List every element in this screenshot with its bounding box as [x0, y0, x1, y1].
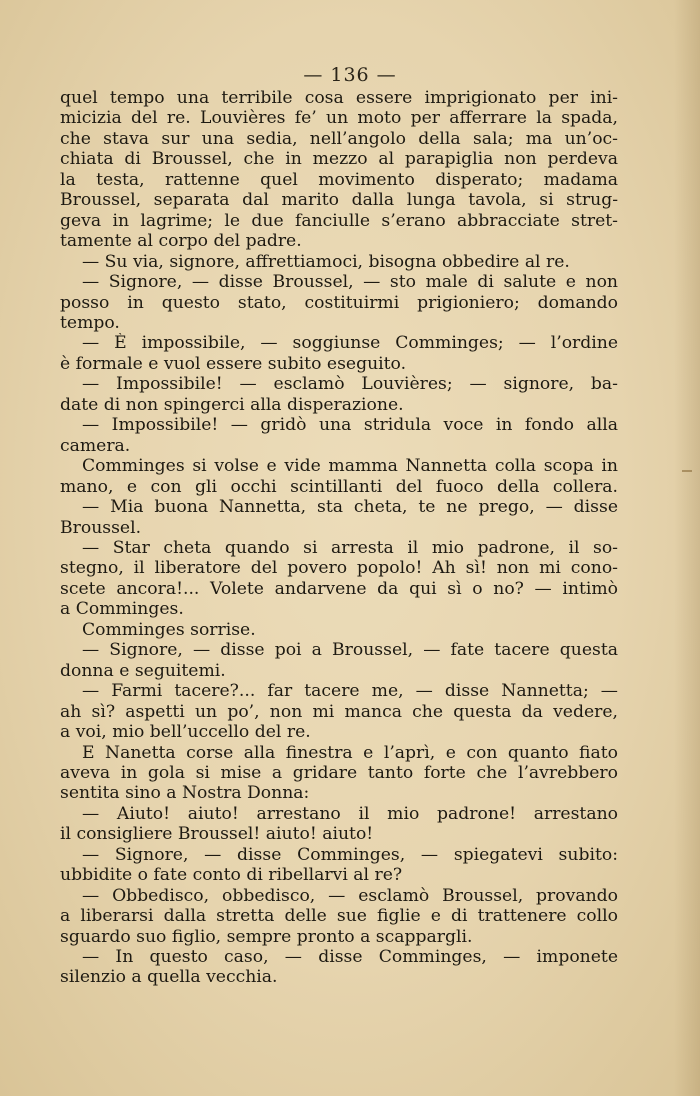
- text-line: ah sì? aspetti un po’, non mi manca che questa da vedere,: [60, 701, 618, 722]
- margin-mark: [682, 470, 692, 472]
- text-line: chiata di Broussel, che in mezzo al parapiglia non perdeva: [60, 149, 618, 170]
- text-line: stegno, il liberatore del povero popolo! Ah sì! non mi cono-: [60, 558, 618, 579]
- text-line: il consigliere Broussel! aiuto! aiuto!: [60, 824, 374, 845]
- text-line: — Impossibile! — gridò una stridula voce in fondo alla: [82, 415, 618, 436]
- text-line: ubbidite o fate conto di ribellarvi al re?: [60, 865, 403, 886]
- text-line: date di non spingerci alla disperazione.: [60, 394, 404, 415]
- page-edge-shadow: [674, 0, 700, 1096]
- text-line: silenzio a quella vecchia.: [60, 967, 278, 988]
- text-line: — Star cheta quando si arresta il mio padrone, il so-: [82, 537, 618, 558]
- text-line: Broussel, separata dal marito dalla lunga tavola, si strug-: [60, 190, 618, 211]
- text-line: — Mia buona Nannetta, sta cheta, te ne prego, — disse: [82, 497, 618, 518]
- text-line: è formale e vuol essere subito eseguito.: [60, 353, 407, 374]
- text-line: — Obbedisco, obbedisco, — esclamò Broussel, provando: [82, 885, 618, 906]
- text-line: tempo.: [60, 312, 120, 333]
- text-line: a liberarsi dalla stretta delle sue figlie e di trattenere collo: [60, 906, 618, 927]
- text-line: geva in lagrime; le due fanciulle s’erano abbracciate stret-: [60, 210, 618, 231]
- text-line: micizia del re. Louvières fe’ un moto per afferrare la spada,: [60, 108, 618, 129]
- text-line: donna e seguitemi.: [60, 660, 226, 681]
- text-line: che stava sur una sedia, nell’angolo della sala; ma un’oc-: [60, 128, 618, 149]
- text-line: — Farmi tacere?... far tacere me, — disse Nannetta; —: [82, 681, 618, 702]
- text-line: aveva in gola si mise a gridare tanto forte che l’avrebbero: [60, 762, 618, 783]
- text-line: a voi, mio bell’uccello del re.: [60, 722, 311, 743]
- text-line: — Su via, signore, affrettiamoci, bisogna obbedire al re.: [82, 251, 570, 272]
- text-line: la testa, rattenne quel movimento disperato; madama: [60, 169, 618, 190]
- text-line: Comminges si volse e vide mamma Nannetta colla scopa in: [82, 456, 618, 477]
- text-line: — In questo caso, — disse Comminges, — imponete: [82, 947, 618, 968]
- text-line: sentita sino a Nostra Donna:: [60, 783, 310, 804]
- text-line: quel tempo una terribile cosa essere imprigionato per ini-: [60, 88, 618, 108]
- body-text: [60, 88, 618, 988]
- text-line: E Nanetta corse alla finestra e l’aprì, e con quanto fiato: [82, 742, 618, 763]
- text-line: tamente al corpo del padre.: [60, 231, 302, 252]
- text-line: mano, e con gli occhi scintillanti del fuoco della collera.: [60, 476, 618, 497]
- text-line: posso in questo stato, costituirmi prigioniero; domando: [60, 292, 618, 313]
- text-line: a Comminges.: [60, 599, 184, 620]
- text-line: Broussel.: [60, 517, 142, 538]
- text-line: — Aiuto! aiuto! arrestano il mio padrone! arrestano: [82, 803, 618, 824]
- page-number: — 136 —: [303, 64, 397, 86]
- text-line: Comminges sorrise.: [82, 619, 256, 640]
- text-line: sguardo suo figlio, sempre pronto a scappargli.: [60, 926, 473, 947]
- text-line: — È impossibile, — soggiunse Comminges; — l’ordine: [82, 333, 618, 354]
- text-line: — Signore, — disse Broussel, — sto male di salute e non: [82, 272, 618, 293]
- text-line: — Impossibile! — esclamò Louvières; — signore, ba-: [82, 374, 618, 395]
- text-line: — Signore, — disse Comminges, — spiegatevi subito:: [82, 844, 618, 865]
- text-line: — Signore, — disse poi a Broussel, — fate tacere questa: [82, 640, 618, 661]
- text-line: camera.: [60, 435, 131, 456]
- text-line: scete ancora!... Volete andarvene da qui sì o no? — intimò: [60, 578, 618, 599]
